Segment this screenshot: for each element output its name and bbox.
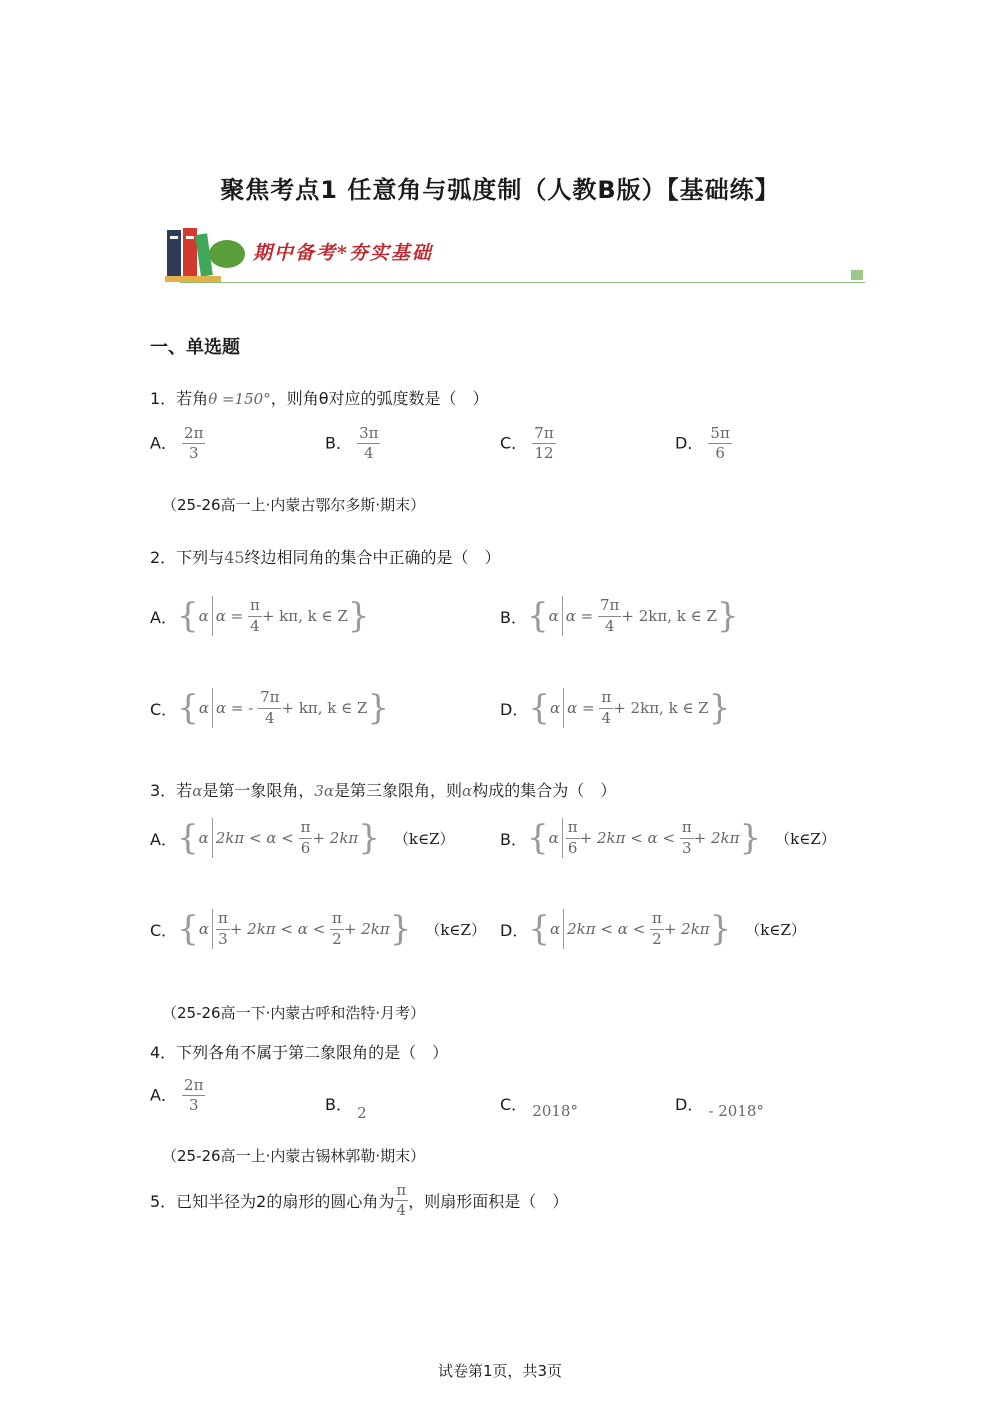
set-expression: { α $\frac{\pi}{3}$ + 2kπ < α < $\frac{\pi}{2}$ + 2kπ }: [177, 909, 412, 949]
q1-option-b: [325, 425, 380, 463]
question-2: [150, 545, 501, 568]
option-label: A．: [150, 1085, 177, 1105]
q1-option-a: [150, 425, 205, 463]
question-1: [150, 386, 488, 409]
option-label: A．: [150, 829, 177, 849]
q4-option-b: [325, 1092, 367, 1122]
question-3: [150, 778, 616, 801]
fraction: $\frac{2\pi}{3}$: [184, 424, 204, 463]
option-label: A．: [150, 433, 177, 453]
q1-post: ，则角θ对应的弧度数是（ ）: [270, 389, 489, 408]
banner: [165, 228, 865, 286]
section-heading: 一、单选题: [150, 337, 240, 358]
banner-corner-square: [851, 270, 863, 280]
set-expression: { α α = $\frac{\pi}{4}$ + kπ, k ∈ Z }: [176, 596, 370, 636]
q3-pre: 3．若: [150, 781, 193, 800]
q3-mid1: 是第一象限角，: [202, 781, 315, 800]
option-label: D．: [675, 1095, 704, 1114]
banner-text: 期中备考*夯实基础: [253, 242, 433, 264]
q4-option-a: [150, 1077, 205, 1115]
question-4: 4．下列各角不属于第二象限角的是（ ）: [150, 1043, 449, 1062]
q2-option-a: [150, 596, 369, 636]
option-label: C．: [500, 433, 528, 453]
banner-divider: [180, 282, 865, 283]
q2-option-d: [500, 688, 730, 728]
q3-option-b: [500, 818, 836, 858]
option-label: C．: [500, 1095, 528, 1114]
set-expression: { α 2kπ < α < $\frac{\pi}{6}$ + 2kπ }: [176, 818, 380, 858]
q3-3alpha: 3α: [314, 782, 335, 800]
q1-option-d: [675, 425, 732, 463]
q1-source: （25-26高一上·内蒙古鄂尔多斯·期末）: [162, 496, 426, 514]
q2-pre: 2．下列与: [150, 548, 225, 567]
q3-option-c: [150, 909, 486, 949]
option-label: C．: [150, 699, 178, 719]
q3-option-a: [150, 818, 455, 858]
k-in-z: （k∈Z）: [425, 920, 486, 939]
option-label: D．: [500, 699, 529, 719]
question-5: [150, 1182, 568, 1220]
q2-option-b: [500, 596, 739, 636]
q3-alpha-2: α: [462, 782, 473, 800]
q2-value: 45: [224, 548, 245, 567]
q4-option-d: [675, 1092, 764, 1120]
set-expression: { α α = $\frac{\pi}{4}$ + 2kπ, k ∈ Z }: [528, 688, 731, 728]
option-label: A．: [150, 607, 177, 627]
k-in-z: （k∈Z）: [745, 920, 806, 939]
k-in-z: （k∈Z）: [775, 829, 836, 848]
option-label: B．: [325, 433, 352, 453]
page-title: 聚焦考点1 任意角与弧度制（人教B版）【基础练】: [220, 176, 780, 204]
option-value: 2: [357, 1104, 367, 1122]
q3-mid2: 是第三象限角，则: [334, 781, 463, 800]
set-expression: { α α = - $\frac{7\pi}{4}$ + kπ, k ∈ Z }: [177, 688, 390, 728]
option-label: B．: [325, 1095, 352, 1114]
option-value: - 2018°: [708, 1102, 764, 1120]
option-label: D．: [500, 920, 529, 940]
q1-option-c: [500, 425, 556, 463]
set-expression: { α 2kπ < α < $\frac{\pi}{2}$ + 2kπ }: [528, 909, 732, 949]
fraction: $\frac{7\pi}{12}$: [534, 424, 554, 463]
q1-pre: 1．若角: [150, 389, 209, 408]
fraction: $\frac{3\pi}{4}$: [359, 424, 379, 463]
fraction: $\frac{\pi}{4}$: [396, 1181, 407, 1220]
q4-option-c: [500, 1092, 578, 1120]
books-icon: [165, 228, 247, 286]
option-label: C．: [150, 920, 178, 940]
q2-option-c: [150, 688, 389, 728]
q4-source: （25-26高一上·内蒙古锡林郭勒·期末）: [162, 1147, 426, 1165]
option-label: B．: [500, 829, 527, 849]
q2-post: 终边相同角的集合中正确的是（ ）: [244, 548, 501, 567]
q1-condition: θ =150°: [208, 390, 271, 408]
fraction: $\frac{2\pi}{3}$: [184, 1076, 204, 1115]
q3-source: （25-26高一下·内蒙古呼和浩特·月考）: [162, 1004, 426, 1022]
q3-option-d: [500, 909, 806, 949]
page-footer: 试卷第1页，共3页: [437, 1362, 563, 1380]
set-expression: { α $\frac{\pi}{6}$ + 2kπ < α < $\frac{\pi}{3}$ + 2kπ }: [526, 818, 762, 858]
q3-post: 构成的集合为（ ）: [472, 781, 617, 800]
q5-pre: 5．已知半径为2的扇形的圆心角为: [150, 1192, 395, 1212]
option-value: 2018°: [532, 1102, 578, 1120]
option-label: B．: [500, 607, 527, 627]
fraction: $\frac{5\pi}{6}$: [710, 424, 730, 463]
k-in-z: （k∈Z）: [393, 829, 455, 848]
option-label: D．: [675, 433, 704, 453]
q3-alpha: α: [192, 782, 203, 800]
q5-post: ，则扇形面积是（ ）: [408, 1192, 569, 1212]
set-expression: { α α = $\frac{7\pi}{4}$ + 2kπ, k ∈ Z }: [526, 596, 739, 636]
